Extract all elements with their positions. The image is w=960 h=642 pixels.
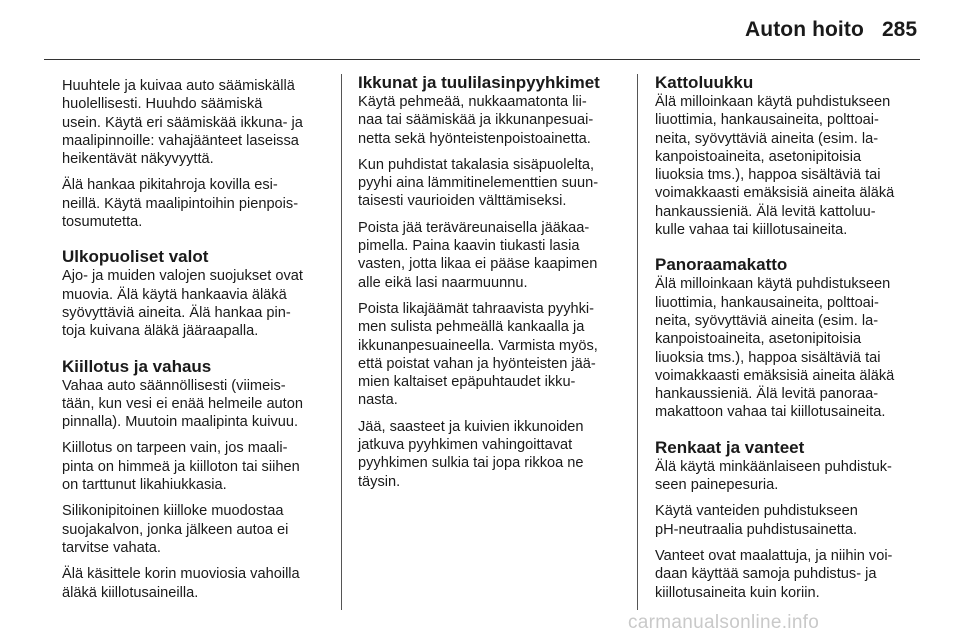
body-paragraph (62, 267, 330, 340)
text-line: maalipinnoille: vahajäänteet laseissa (62, 132, 299, 149)
text-line: Älä hankaa pikitahroja kovilla esi- (62, 177, 278, 194)
text-line: muovia. Älä käytä hankaavia äläkä (62, 286, 287, 303)
watermark: carmanualsonline.info (628, 612, 820, 633)
section-heading: Panoraamakatto (655, 255, 788, 275)
body-paragraph (62, 77, 330, 168)
text-line: Vahaa auto säännöllisesti (viimeis- (62, 377, 286, 394)
section-heading: Kiillotus ja vahaus (62, 356, 212, 376)
text-line: hankaussieniä. Älä levitä panoraa- (655, 386, 879, 403)
text-line: neillä. Käytä maalipintoihin pienpois- (62, 195, 299, 212)
text-line: tosumutetta. (62, 214, 143, 231)
text-line: pyyhkimen sulkia tai jopa rikkoa ne (358, 455, 584, 472)
text-line: liuoksia tms.), happoa sisältäviä tai (655, 349, 881, 366)
text-line: pimella. Paina kaavin tiukasti lasia (358, 238, 580, 255)
text-line: alle eikä lasi naarmuunnu. (358, 274, 528, 291)
text-line: Älä käytä minkäänlaiseen puhdistuk- (655, 458, 892, 475)
text-line: pinnalla). Muutoin maalipinta kuivuu. (62, 414, 299, 431)
body-paragraph (655, 547, 923, 602)
body-paragraph (655, 458, 923, 495)
text-line: mien kaltaiset epäpuhtaudet ikku- (358, 374, 576, 391)
text-column-3 (655, 73, 923, 610)
section-heading: Ikkunat ja tuulilasinpyyhkimet (358, 73, 600, 92)
text-line: kanpoistoaineita, asetonipitoisia (655, 148, 862, 165)
text-line: men sulista pehmeällä kankaalla ja (358, 319, 585, 336)
body-paragraph (358, 300, 626, 410)
text-line: äläkä kiillotusaineilla. (62, 584, 199, 601)
body-paragraph (358, 418, 626, 491)
text-line: kulle vahaa tai kiillotusaineita. (655, 222, 848, 239)
body-paragraph (358, 219, 626, 292)
body-paragraph (62, 565, 330, 602)
text-line: Ajo- ja muiden valojen suojukset ovat (62, 268, 303, 285)
body-paragraph (62, 377, 330, 432)
text-line: Älä milloinkaan käytä puhdistukseen (655, 276, 891, 293)
text-line: voimakkaasti emäksisiä aineita äläkä (655, 185, 895, 202)
text-line: liuottimia, hankausaineita, polttoai- (655, 294, 879, 311)
text-line: seen painepesuria. (655, 477, 779, 494)
text-line: Käytä pehmeää, nukkaamatonta lii- (358, 94, 587, 110)
column-divider (341, 74, 342, 610)
text-line: neita, syövyttäviä aineita (esim. la- (655, 130, 879, 147)
text-line: daan käyttää samoja puhdistus- ja (655, 566, 877, 583)
text-line: on tarttunut likahiukkasia. (62, 477, 227, 494)
text-line: Kiillotus on tarpeen vain, jos maali- (62, 440, 288, 457)
text-line: tään, kun vesi ei enää helmeile auton (62, 395, 303, 412)
text-line: nasta. (358, 392, 398, 409)
text-line: neita, syövyttäviä aineita (esim. la- (655, 312, 879, 329)
text-line: jatkuva pyyhkimen vahingoittavat (358, 437, 573, 454)
text-line: vasten, jotta likaa ei pääse kaapimen (358, 256, 598, 273)
text-line: Huuhtele ja kuivaa auto säämiskällä (62, 78, 295, 94)
body-paragraph (358, 156, 626, 211)
page-header (0, 0, 960, 62)
text-line: Poista likajäämät tahraavista pyyhki- (358, 300, 595, 317)
section-heading: Renkaat ja vanteet (655, 437, 805, 457)
text-line: että poistat vahan ja hyönteisten jää- (358, 355, 596, 372)
text-line: huolellisesti. Huuhdo säämiskä (62, 96, 263, 113)
text-line: naa tai säämiskää ja ikkunanpesuai- (358, 112, 594, 129)
body-paragraph (62, 176, 330, 231)
section-heading: Ulkopuoliset valot (62, 247, 209, 267)
text-line: tarvitse vahata. (62, 539, 161, 556)
text-line: taisesti vaurioiden välttämiseksi. (358, 193, 567, 210)
text-column-2 (358, 73, 626, 499)
text-line: liuoksia tms.), happoa sisältäviä tai (655, 167, 881, 184)
text-line: Poista jää teräväreunaisella jääkaa- (358, 219, 590, 236)
text-line: usein. Käytä eri säämiskää ikkuna- ja (62, 114, 303, 131)
text-line: Käytä vanteiden puhdistukseen (655, 503, 858, 520)
text-column-1 (62, 77, 330, 610)
text-line: kanpoistoaineita, asetonipitoisia (655, 331, 862, 348)
text-line: Älä käsittele korin muoviosia vahoilla (62, 566, 300, 583)
body-paragraph (62, 439, 330, 494)
text-line: Kun puhdistat takalasia sisäpuolelta, (358, 156, 595, 173)
text-line: hankaussieniä. Älä levitä kattoluu- (655, 203, 876, 220)
page-title: Auton hoito (745, 18, 864, 41)
section-heading: Kattoluukku (655, 73, 754, 92)
text-line: ikkunanpesuaineella. Varmista myös, (358, 337, 598, 354)
body-paragraph (655, 275, 923, 421)
text-line: toja kuivana äläkä jääraapalla. (62, 323, 259, 340)
page-number: 285 (882, 18, 918, 41)
text-line: pinta on himmeä ja kiilloton tai siihen (62, 458, 300, 475)
body-paragraph (358, 93, 626, 148)
text-line: makattoon vahaa tai kiillotusaineita. (655, 404, 886, 421)
header-divider (44, 59, 920, 60)
body-paragraph (655, 502, 923, 539)
text-line: Älä milloinkaan käytä puhdistukseen (655, 94, 891, 110)
body-paragraph (655, 93, 923, 239)
body-paragraph (62, 502, 330, 557)
text-line: netta sekä hyönteistenpoistoainetta. (358, 130, 591, 147)
text-line: Jää, saasteet ja kuivien ikkunoiden (358, 418, 584, 435)
text-line: pH-neutraalia puhdistusainetta. (655, 521, 858, 538)
text-line: liuottimia, hankausaineita, polttoai- (655, 112, 879, 129)
text-line: pyyhi aina lämmitinelementtien suun- (358, 175, 599, 192)
text-line: kiillotusaineita kuin koriin. (655, 584, 820, 601)
text-line: Silikonipitoinen kiilloke muodostaa (62, 503, 284, 520)
text-line: syövyttäviä aineita. Älä hankaa pin- (62, 304, 291, 321)
column-divider (637, 74, 638, 610)
text-line: voimakkaasti emäksisiä aineita äläkä (655, 367, 895, 384)
text-line: Vanteet ovat maalattuja, ja niihin voi- (655, 547, 893, 564)
text-line: heikentävät näkyvyyttä. (62, 151, 214, 168)
text-line: suojakalvon, jonka jälkeen autoa ei (62, 521, 289, 538)
text-line: täysin. (358, 473, 401, 490)
